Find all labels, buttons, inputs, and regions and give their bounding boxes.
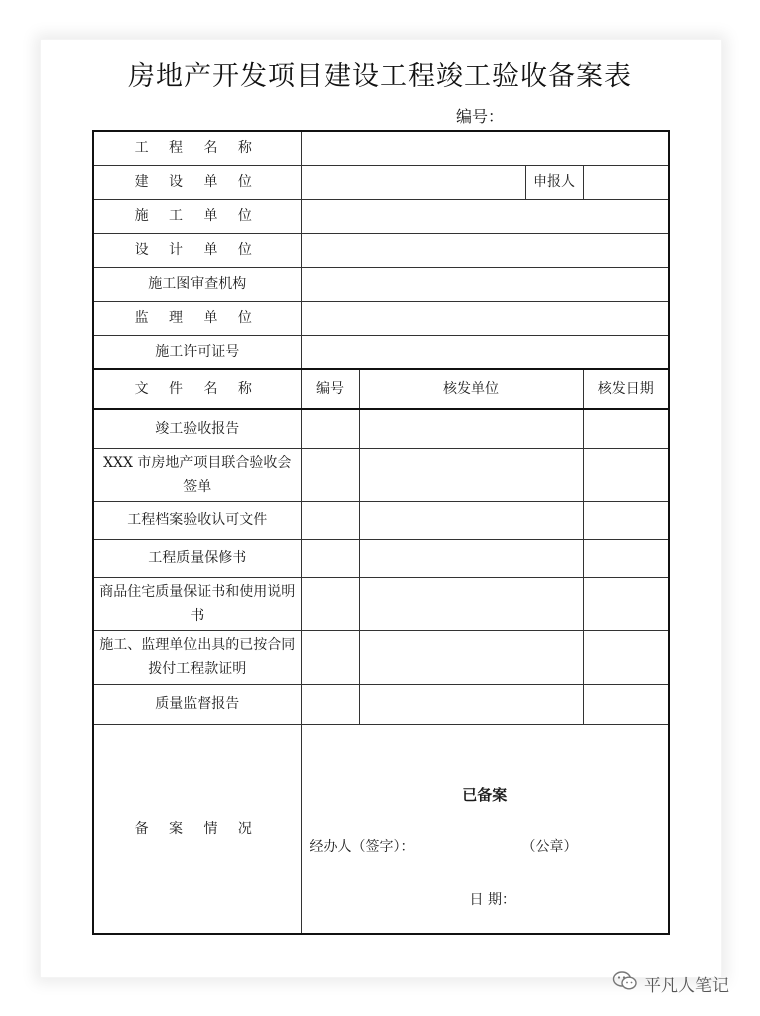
document-date-cell[interactable]	[583, 684, 669, 724]
document-issuer-cell[interactable]	[359, 448, 583, 501]
info-row-value[interactable]	[301, 165, 525, 199]
document-row	[93, 539, 669, 577]
document-number-cell[interactable]	[301, 501, 359, 539]
info-row	[93, 267, 669, 301]
document-name: 施工、监理单位出具的已按合同拨付工程款证明	[93, 630, 301, 684]
document-date-cell[interactable]	[583, 501, 669, 539]
info-row	[93, 301, 669, 335]
document-title: 房地产开发项目建设工程竣工验收备案表	[128, 61, 632, 92]
filing-date-label: 日 期：	[469, 891, 516, 908]
documents-header-row	[93, 369, 669, 409]
document-row	[93, 630, 669, 684]
document-name: XXX 市房地产项目联合验收会签单	[93, 448, 301, 501]
doc-issuer-header: 核发单位	[359, 369, 583, 409]
document-date-cell[interactable]	[583, 630, 669, 684]
info-row-label: 施 工 单 位	[93, 199, 301, 233]
info-row-label: 监 理 单 位	[93, 301, 301, 335]
info-row	[93, 131, 669, 165]
document-issuer-cell[interactable]	[359, 409, 583, 448]
info-row-label: 施工图审查机构	[93, 267, 301, 301]
handler-signature-label: 经办人（签字）：	[309, 838, 415, 855]
filing-form-table	[92, 130, 670, 935]
doc-name-header: 文 件 名 称	[93, 369, 301, 409]
info-row-value[interactable]	[301, 233, 669, 267]
applicant-value[interactable]	[583, 165, 669, 199]
document-name: 竣工验收报告	[93, 409, 301, 448]
document-issuer-cell[interactable]	[359, 577, 583, 630]
info-row	[93, 199, 669, 233]
info-row-value[interactable]	[301, 131, 669, 165]
document-date-cell[interactable]	[583, 577, 669, 630]
document-date-cell[interactable]	[583, 448, 669, 501]
info-row-label: 工 程 名 称	[93, 131, 301, 165]
document-number-cell[interactable]	[301, 409, 359, 448]
document-name: 商品住宅质量保证书和使用说明书	[93, 577, 301, 630]
document-issuer-cell[interactable]	[359, 539, 583, 577]
wechat-icon	[612, 970, 638, 997]
filed-status: 已备案	[462, 785, 508, 804]
info-row-label: 设 计 单 位	[93, 233, 301, 267]
doc-date-header: 核发日期	[583, 369, 669, 409]
document-issuer-cell[interactable]	[359, 501, 583, 539]
document-name: 工程档案验收认可文件	[93, 501, 301, 539]
document-name: 质量监督报告	[93, 684, 301, 724]
info-row	[93, 335, 669, 369]
document-row	[93, 409, 669, 448]
document-number-cell[interactable]	[301, 577, 359, 630]
document-row	[93, 501, 669, 539]
document-number-cell[interactable]	[301, 684, 359, 724]
serial-number-label: 编号：	[456, 107, 505, 126]
watermark	[612, 970, 729, 996]
document-issuer-cell[interactable]	[359, 630, 583, 684]
document-date-cell[interactable]	[583, 409, 669, 448]
info-row-label: 建 设 单 位	[93, 165, 301, 199]
filing-label: 备 案 情 况	[93, 724, 301, 934]
document-number-cell[interactable]	[301, 448, 359, 501]
doc-number-header: 编号	[301, 369, 359, 409]
document-number-cell[interactable]	[301, 539, 359, 577]
document-row	[93, 448, 669, 501]
applicant-label: 申报人	[525, 165, 583, 199]
info-row-value[interactable]	[301, 267, 669, 301]
info-row-label: 施工许可证号	[93, 335, 301, 369]
document-row	[93, 577, 669, 630]
filing-row	[93, 724, 669, 934]
info-row-value[interactable]	[301, 199, 669, 233]
filing-content	[301, 724, 669, 934]
info-row	[93, 165, 669, 199]
info-row-value[interactable]	[301, 301, 669, 335]
document-date-cell[interactable]	[583, 539, 669, 577]
document-name: 工程质量保修书	[93, 539, 301, 577]
official-seal-label: （公章）	[521, 838, 578, 855]
document-row	[93, 684, 669, 724]
info-row-value[interactable]	[301, 335, 669, 369]
info-row	[93, 233, 669, 267]
watermark-text: 平凡人笔记	[644, 975, 729, 996]
document-number-cell[interactable]	[301, 630, 359, 684]
document-issuer-cell[interactable]	[359, 684, 583, 724]
